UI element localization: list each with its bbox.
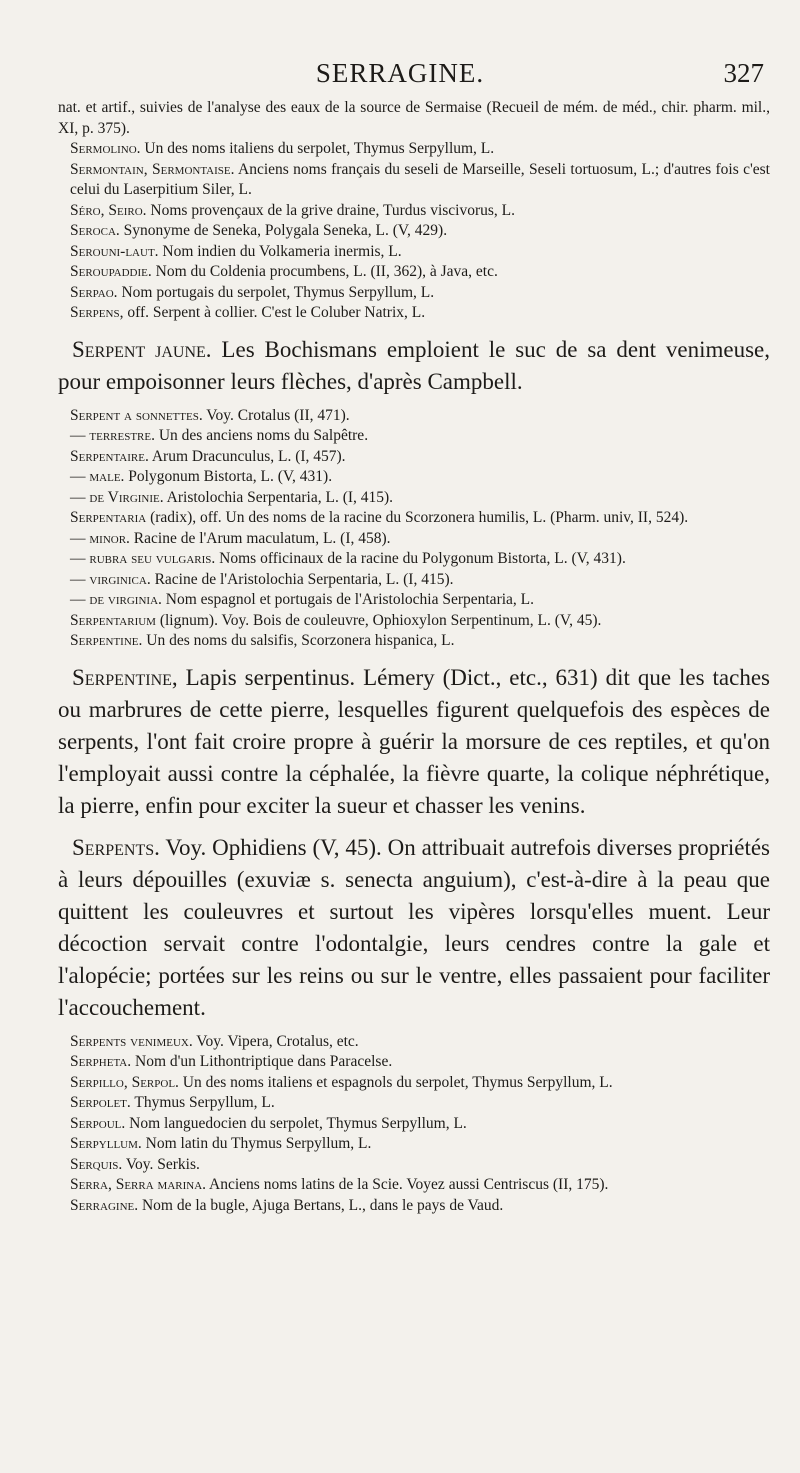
entry-text: Anciens noms latins de la Scie. Voyez aussi Centriscus (II, 175). xyxy=(206,1176,609,1193)
entry-text: Polygonum Bistorta, L. (V, 431). xyxy=(124,468,333,485)
entry-text: Un des noms italiens et espagnols du serpolet, Thymus Serpyllum, L. xyxy=(178,1073,613,1091)
entry-serpentine-lapis xyxy=(58,662,770,822)
entry-term: Serpoul. xyxy=(70,1114,126,1132)
entry-serpentaria-rubra xyxy=(58,549,770,570)
entry-term: Serpillo, Serpol. xyxy=(70,1073,179,1091)
entry-term: — rubra seu vulgaris. xyxy=(70,550,216,567)
entry-term: Serragine. xyxy=(70,1196,139,1214)
entry-term: — terrestre. xyxy=(70,427,155,444)
entry-sero xyxy=(58,201,770,222)
entry-serpentaria-virginica xyxy=(58,570,770,591)
entry-serra xyxy=(58,1175,770,1196)
entry-term: — virginica. xyxy=(70,570,151,588)
entry-text: Noms officinaux de la racine du Polygonum Bistorta, L. (V, 431). xyxy=(215,550,626,567)
entry-text: Nom d'un Lithontriptique dans Paracelse. xyxy=(131,1053,393,1070)
entry-text: (lignum). Voy. Bois de couleuvre, Ophioxylon Serpentinum, L. (V, 45). xyxy=(155,611,602,629)
entry-text: Nom indien du Volkameria inermis, L. xyxy=(158,242,402,260)
page-number: 327 xyxy=(723,58,764,88)
entry-term: Serpents venimeux. xyxy=(70,1032,193,1050)
entry-serpyllum xyxy=(58,1134,770,1155)
running-title: SERRAGINE. xyxy=(315,58,485,88)
entry-text: Les Bochismans emploient le suc de sa dent venimeuse, pour empoisonner leurs flèches, d'après Campbell. xyxy=(58,336,770,394)
entry-serpentarium xyxy=(58,611,770,632)
entry-term: Serpentine, xyxy=(72,664,178,690)
entry-serpentaria-minor xyxy=(58,529,770,550)
entry-text: Un des noms italiens du serpolet, Thymus Serpyllum, L. xyxy=(140,140,495,157)
entry-term: Serquis. xyxy=(70,1155,123,1173)
entry-serpentaria-de-virginia xyxy=(58,590,770,611)
entry-text: off. Serpent à collier. C'est le Coluber Natrix, L. xyxy=(123,304,426,321)
entry-text: Nom latin du Thymus Serpyllum, L. xyxy=(141,1135,372,1152)
entry-continuation xyxy=(58,98,770,139)
entry-serpents xyxy=(58,832,770,1024)
entry-text: Voy. Crotalus (II, 471). xyxy=(202,406,350,424)
entry-serpheta xyxy=(58,1052,770,1073)
entry-text: Synonyme de Seneka, Polygala Seneka, L. (V, 429). xyxy=(119,222,448,239)
entry-serpao xyxy=(58,283,770,304)
entry-text: Racine de l'Arum maculatum, L. (I, 458). xyxy=(129,529,391,547)
entry-seroupaddie xyxy=(58,262,770,283)
entry-text: Voy. Vipera, Crotalus, etc. xyxy=(192,1032,359,1050)
entry-serpoul xyxy=(58,1114,770,1135)
entry-term: Serpentaire. xyxy=(70,447,149,465)
entry-serpent-terrestre xyxy=(58,426,770,447)
entry-text: Nom du Coldenia procumbens, L. (II, 362), à Java, etc. xyxy=(151,263,498,280)
entry-serragine xyxy=(58,1196,770,1217)
entry-serpent-jaune xyxy=(58,334,770,398)
entry-serpolet xyxy=(58,1093,770,1114)
entry-serpent-a-sonnettes xyxy=(58,406,770,427)
entry-sermolino xyxy=(58,139,770,160)
entry-term: Serpentarium xyxy=(70,611,156,629)
page-header xyxy=(0,58,800,98)
entry-text: (radix), off. Un des noms de la racine du Scorzonera humilis, L. (Pharm. univ, II, 524). xyxy=(146,509,689,526)
entry-text: Arum Dracunculus, L. (I, 457). xyxy=(148,447,346,465)
entry-text: Aristolochia Serpentaria, L. (I, 415). xyxy=(163,488,394,506)
entry-serpentaria xyxy=(58,508,770,529)
entry-text: Un des noms du salsifis, Scorzonera hispanica, L. xyxy=(142,632,455,649)
entry-serpentaire xyxy=(58,447,770,468)
entry-text: Racine de l'Aristolochia Serpentaria, L. (I, 415). xyxy=(150,570,454,588)
dictionary-column xyxy=(58,98,770,1216)
entry-text: nat. et artif., suivies de l'analyse des eaux de la source de Sermaise (Recueil de mém. de méd., chir. pharm. mil., XI, p. 375). xyxy=(58,99,770,137)
entry-term: Serpentaria xyxy=(70,509,147,526)
entry-serquis xyxy=(58,1155,770,1176)
entry-term: Serpolet. xyxy=(70,1094,131,1111)
entry-text: Lapis serpentinus. Lémery (Dict., etc., 631) dit que les taches ou marbrures de cette pierre, lesquelles figurent quelquefois des espèces de serpents, l'ont fait croire propre à guérir la morsure de ces reptiles, et qu'on l'employait aussi contre la céphalée, la fièvre quarte, la colique néphrétique, la pierre, enfin pour exciter la sueur et chasser les venins. xyxy=(58,664,770,818)
entry-serpentine-salsifis xyxy=(58,631,770,652)
entry-term: Serpheta. xyxy=(70,1053,132,1070)
entry-term: Serpens, xyxy=(70,304,124,321)
entry-serpentaire-male xyxy=(58,467,770,488)
entry-term: Serpyllum. xyxy=(70,1135,142,1152)
entry-term: Serpentine. xyxy=(70,632,143,649)
entry-text: Nom de la bugle, Ajuga Bertans, L., dans le pays de Vaud. xyxy=(138,1196,504,1214)
entry-term: — minor. xyxy=(70,529,130,547)
entry-text: Nom portugais du serpolet, Thymus Serpyllum, L. xyxy=(117,283,435,301)
entry-term: Serpents. xyxy=(72,834,160,860)
entry-serpents-venimeux xyxy=(58,1032,770,1053)
entry-text: Noms provençaux de la grive draine, Turdus viscivorus, L. xyxy=(146,201,516,219)
entry-term: Serra, Serra marina. xyxy=(70,1176,207,1193)
entry-term: Sermontain, Sermontaise. xyxy=(70,160,235,178)
entry-sermontain xyxy=(58,160,770,201)
entry-term: Serpent jaune. xyxy=(72,336,212,362)
entry-serpentaire-de-virginie xyxy=(58,488,770,509)
entry-term: Serpao. xyxy=(70,283,118,301)
entry-term: — de Virginie. xyxy=(70,488,164,506)
entry-term: Séro, Seiro. xyxy=(70,201,147,219)
entry-seroca xyxy=(58,221,770,242)
entry-term: Serouni-laut. xyxy=(70,242,159,260)
entry-term: Seroca. xyxy=(70,222,120,239)
entry-serpillo xyxy=(58,1073,770,1094)
entry-text: Anciens noms français du seseli de Marseille, Seseli tortuosum, L.; d'autres fois c'est celui du Laserpitium Siler, L. xyxy=(70,160,770,198)
entry-serouni-laut xyxy=(58,242,770,263)
entry-term: — male. xyxy=(70,468,125,485)
entry-text: Nom espagnol et portugais de l'Aristolochia Serpentaria, L. xyxy=(161,591,535,608)
entry-term: Sermolino. xyxy=(70,140,141,157)
entry-text: Thymus Serpyllum, L. xyxy=(130,1094,275,1111)
entry-text: Un des anciens noms du Salpêtre. xyxy=(154,427,369,444)
entry-text: Nom languedocien du serpolet, Thymus Serpyllum, L. xyxy=(125,1114,467,1132)
entry-serpens xyxy=(58,303,770,324)
entry-text: Voy. Ophidiens (V, 45). On attribuait autrefois diverses propriétés à leurs dépouilles (exuviæ s. senecta anguium), c'est-à-dire à la peau que quittent les couleuvres et surtout les vipères lorsqu'elles muent. Leur décoction servait contre l'odontalgie, leurs cendres contre la gale et l'alopécie; portées sur les reins ou sur le ventre, elles passaient pour faciliter l'accouchement. xyxy=(58,834,770,1020)
entry-term: Seroupaddie. xyxy=(70,263,152,280)
entry-term: — de virginia. xyxy=(70,591,162,608)
entry-term: Serpent a sonnettes. xyxy=(70,406,203,424)
entry-text: Voy. Serkis. xyxy=(122,1155,200,1173)
